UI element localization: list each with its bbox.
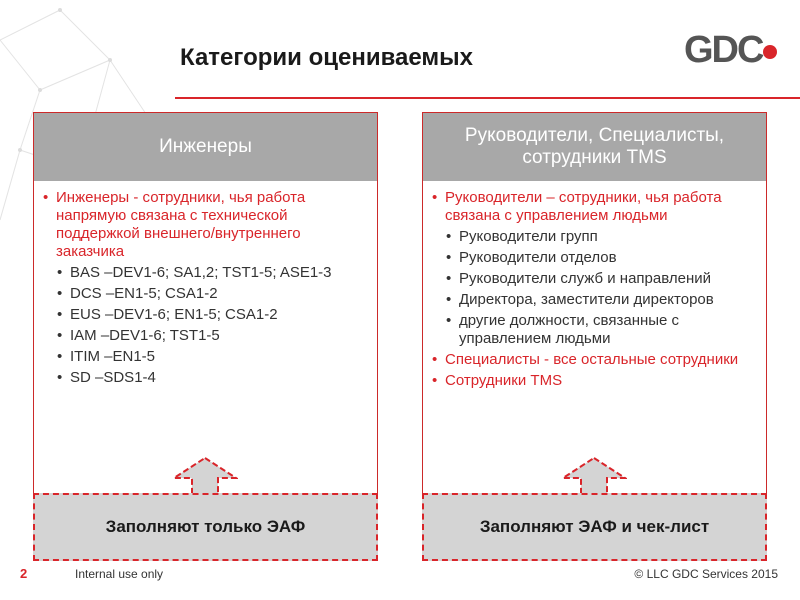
engineers-panel-header: Инженеры (34, 113, 377, 181)
list-item: • Сотрудники TMS (431, 372, 756, 390)
list-item: • DCS –EN1-5; CSA1-2 (56, 285, 367, 303)
logo-text: GDC (684, 28, 763, 71)
list-item: • Руководители отделов (445, 249, 756, 267)
copyright-text: © LLC GDC Services 2015 (634, 567, 778, 581)
page-number: 2 (20, 566, 28, 581)
up-arrow-icon (172, 456, 238, 496)
slide-title: Категории оцениваемых (180, 44, 473, 71)
managers-form-note: Заполняют ЭАФ и чек-лист (422, 493, 767, 561)
up-arrow-icon (561, 456, 627, 496)
logo-dot-icon (763, 45, 777, 59)
list-item: • BAS –DEV1-6; SA1,2; TST1-5; ASE1-3 (56, 264, 367, 282)
engineers-panel (33, 112, 378, 497)
list-item: • IAM –DEV1-6; TST1-5 (56, 327, 367, 345)
list-item: • Руководители – сотрудники, чья работа связана с управлением людьми (431, 189, 756, 225)
list-item: • Руководители групп (445, 228, 756, 246)
managers-list (423, 181, 766, 390)
list-item: • EUS –DEV1-6; EN1-5; CSA1-2 (56, 306, 367, 324)
classification-label: Internal use only (75, 567, 164, 581)
list-item: • Инженеры - сотрудники, чья работа напрямую связана с технической поддержкой внешнего/внутреннего заказчика (42, 189, 367, 261)
list-item: • Специалисты - все остальные сотрудники (431, 351, 756, 369)
managers-panel (422, 112, 767, 497)
list-item: • SD –SDS1-4 (56, 369, 367, 387)
engineers-list (34, 181, 377, 387)
engineers-form-note: Заполняют только ЭАФ (33, 493, 378, 561)
list-item: • Руководители служб и направлений (445, 270, 756, 288)
managers-panel-header: Руководители, Специалисты, сотрудники TMS (423, 113, 766, 181)
gdc-logo (684, 30, 777, 70)
list-item: • ITIM –EN1-5 (56, 348, 367, 366)
list-item: • другие должности, связанные с управлением людьми (445, 312, 756, 348)
title-underline (175, 97, 800, 99)
list-item: • Директора, заместители директоров (445, 291, 756, 309)
